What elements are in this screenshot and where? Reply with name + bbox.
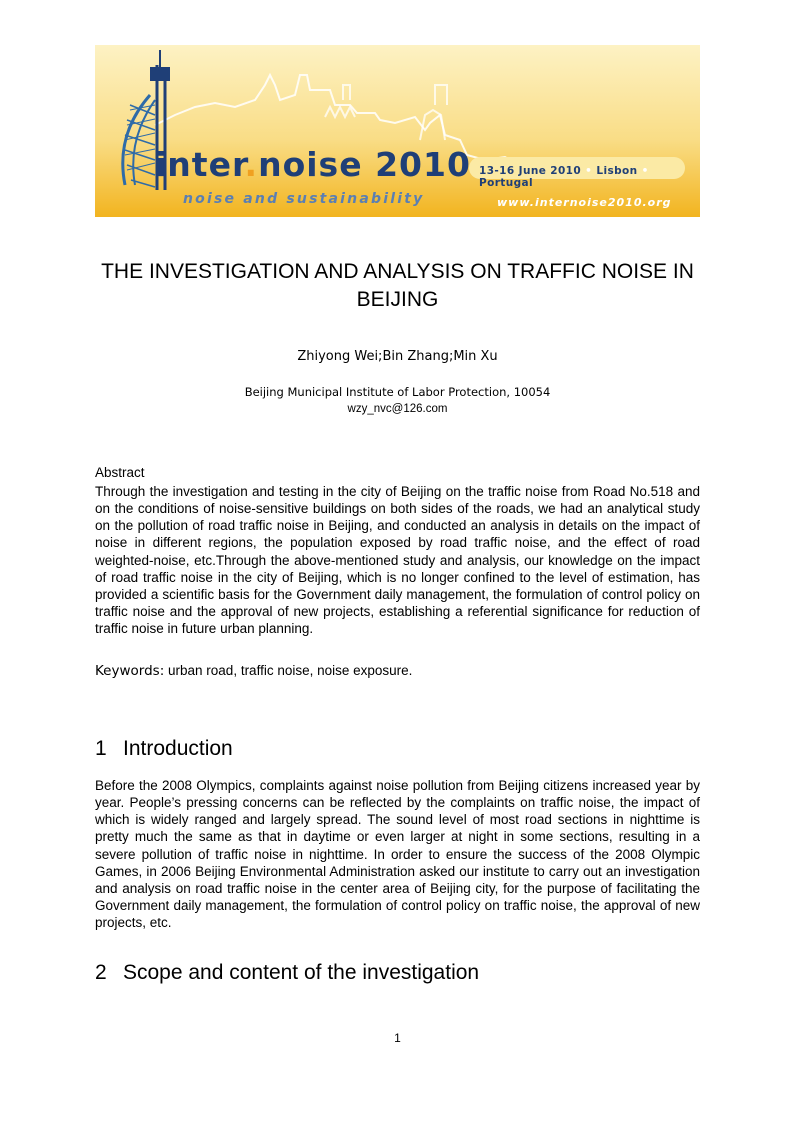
section-number: 2 (95, 961, 107, 984)
section-heading-scope (95, 961, 479, 985)
page-number: 1 (394, 1031, 401, 1045)
keywords-label: Keywords: (95, 663, 165, 679)
section-heading-introduction (95, 737, 233, 761)
section-number: 1 (95, 737, 107, 760)
author-affiliation: Beijing Municipal Institute of Labor Protection, 10054 (244, 385, 551, 399)
conference-logo-text (155, 145, 471, 184)
keywords-text: urban road, traffic noise, noise exposure. (168, 663, 413, 678)
abstract-heading: Abstract (95, 465, 145, 480)
paper-authors: Zhiyong Wei;Bin Zhang;Min Xu (297, 349, 498, 364)
keywords-line (95, 663, 412, 679)
conference-country: Portugal (479, 177, 533, 189)
introduction-text: Before the 2008 Olympics, complaints against noise pollution from Beijing citizens increased year by year. People’s pressing concerns can be reflected by the complaints on traffic noise, the impact of which is widely ranged and largely spread. The sound level of most road sections in nighttime is pretty much the same as that in daytime or even larger at night in some sections, resulting in a severe pollution of traffic noise in nighttime. In order to ensure the success of the 2008 Olympic Games, in 2006 Beijing Environmental Administration asked our institute to carry out an investigation and analysis on road traffic noise in the center area of Beijing city, for the purpose of facilitating the Government daily management, the formulation of control policy on traffic noise, the approval of new projects, etc. (95, 778, 700, 931)
conference-date-location (479, 165, 700, 189)
paper-title: THE INVESTIGATION AND ANALYSIS ON TRAFFIC NOISE IN BEIJING (101, 260, 694, 311)
logo-noise-2010: noise 2010 (258, 145, 471, 184)
conference-banner (95, 45, 700, 217)
date-separator-dot: • (641, 165, 649, 177)
conference-date: 13-16 June 2010 (479, 165, 582, 177)
logo-inter: inter (155, 145, 245, 184)
abstract-text: Through the investigation and testing in the city of Beijing on the traffic noise from Road No.518 and on the conditions of noise-sensitive buildings on both sides of the roads, we had an analytical study on the pollution of road traffic noise in Beijing, and conducted an analysis in details on the impact of noise in different regions, the population exposed by road traffic noise, and the effect of road weighted-noise, etc.Through the above-mentioned study and analysis, our knowledge on the impact of road traffic noise in the city of Beijing, which is no longer confined to the level of estimation, has provided a scientific basis for the Government daily management, the formulation of control policy on traffic noise and the approval of new projects, establishing a referential significance for reduction of traffic noise in future urban planning. (95, 484, 700, 637)
conference-tagline: noise and sustainability (183, 191, 425, 207)
section-title: Scope and content of the investigation (123, 961, 480, 984)
logo-dot: . (244, 145, 259, 184)
author-email: wzy_nvc@126.com (347, 403, 448, 415)
conference-city: Lisbon (596, 165, 638, 177)
conference-website: www.internoise2010.org (497, 196, 672, 209)
section-title: Introduction (123, 737, 233, 760)
date-separator-dot: • (585, 165, 593, 177)
